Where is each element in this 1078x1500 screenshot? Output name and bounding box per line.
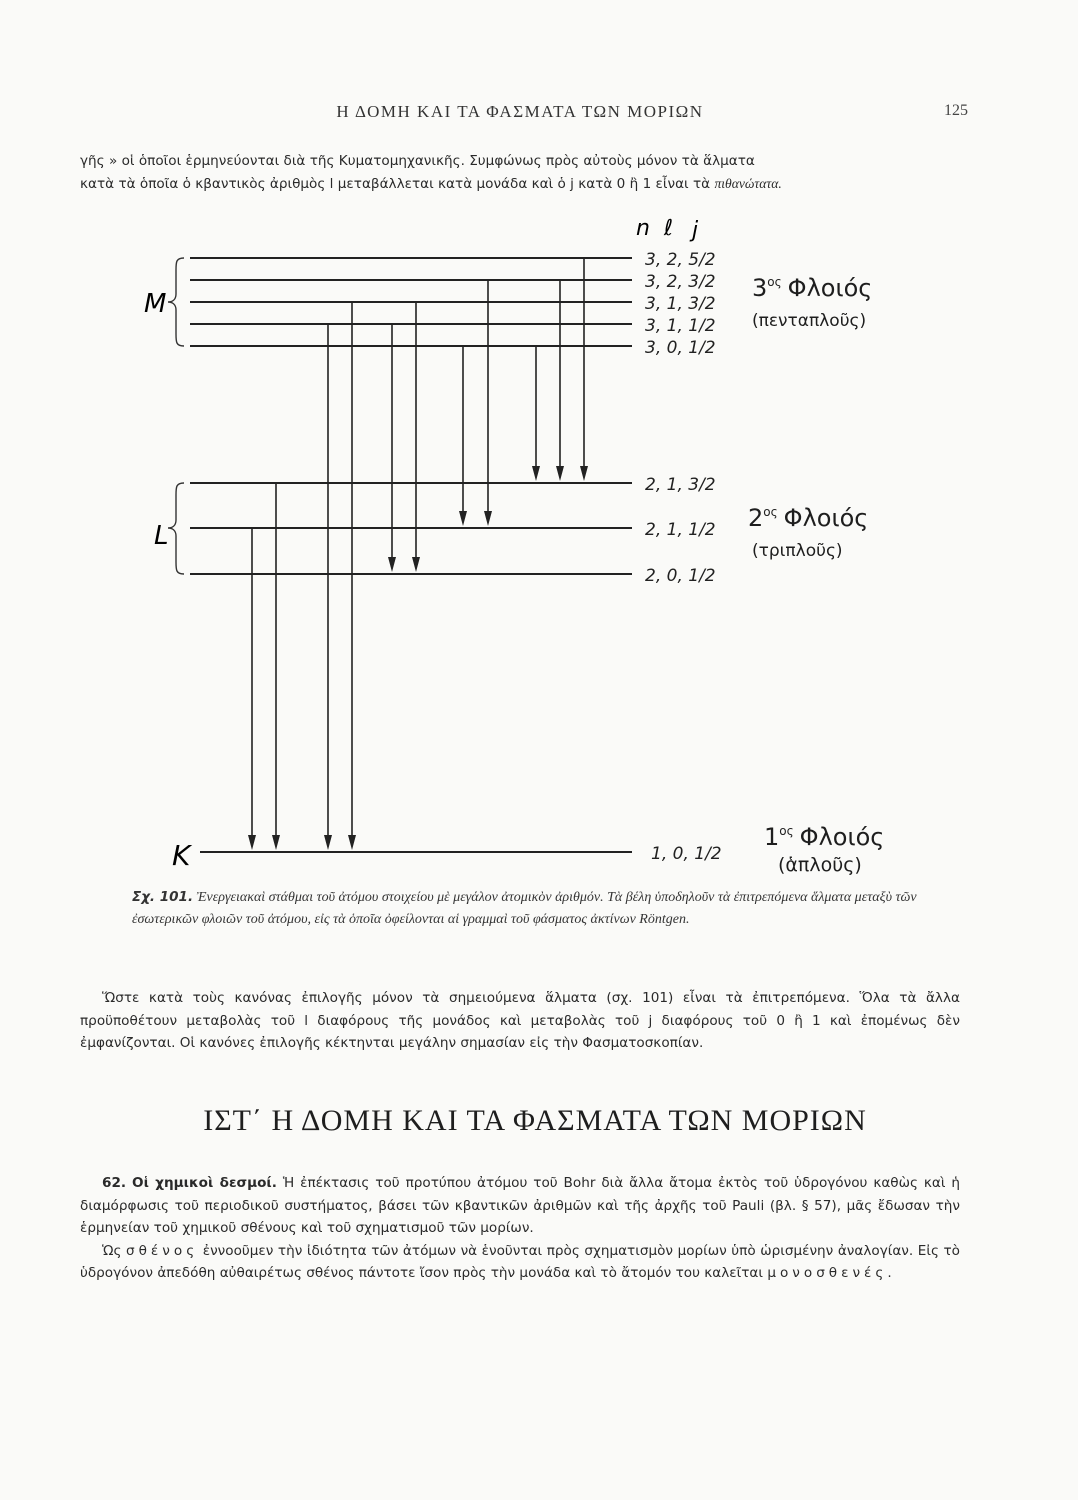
intro-emphasis: πιθανώτατα.: [714, 175, 782, 191]
l-shell-ordinal: $2^{o\varsigma}$ Φλοιός: [748, 504, 869, 532]
level-label: 1, 0, 1/2: [651, 844, 722, 864]
l-shell-desc: (τριπλοῦς): [752, 541, 843, 561]
l-shell-brace: [168, 483, 184, 574]
header-n: n: [636, 216, 650, 241]
intro-line-1: γῆς » οἱ ὁποῖοι ἑρμηνεύονται διὰ τῆς Κυματομηχανικῆς. Συμφώνως πρὸς αὐτοὺς μόνον τὰ ἅλματα: [80, 153, 755, 169]
arrowhead: [580, 466, 588, 481]
arrowhead: [272, 835, 280, 850]
m-shell-desc: (πενταπλοῦς): [752, 311, 867, 331]
m-shell-brace: [168, 258, 184, 346]
header-l: ℓ: [664, 216, 674, 241]
arrowhead: [532, 466, 540, 481]
l-shell-letter: L: [154, 521, 169, 551]
section-body: [80, 1172, 960, 1285]
section-title: Οἱ χημικοὶ δεσμοί.: [132, 1175, 277, 1191]
section-number: 62.: [102, 1175, 127, 1191]
m-shell-letter: M: [144, 289, 167, 319]
level-label: 3, 2, 3/2: [645, 272, 716, 292]
after-figure-paragraph: Ὥστε κατὰ τοὺς κανόνας ἐπιλογῆς μόνον τὰ σημειούμενα ἅλματα (σχ. 101) εἶναι τὰ ἐπιτρεπόμενα. Ὅλα τὰ ἄλλα προϋποθέτουν μεταβολὰς τοῦ l διαφόρους τῆς μονάδος καὶ μεταβολὰς τοῦ j διαφόρους τοῦ 0 ἢ 1 καὶ ἐπομένως δὲν ἐμφανίζονται. Οἱ κανόνες ἐπιλογῆς κέκτηνται μεγάλην σημασίαν εἰς τὴν Φασματοσκοπίαν.: [80, 990, 960, 1051]
caption-text: Ἐνεργειακαὶ στάθμαι τοῦ ἀτόμου στοιχείου μὲ μεγάλον ἀτομικὸν ἀριθμόν. Τὰ βέλη ὑποδηλοῦν τὰ ἐπιτρεπόμενα ἅλματα μεταξὺ τῶν ἐσωτερικῶν φλοιῶν τοῦ ἀτόμου, εἰς τὰ ὁποῖα ὀφείλονται αἱ γραμμαὶ τοῦ φάσματος ἀκτίνων Röntgen.: [132, 890, 917, 927]
arrowhead: [556, 466, 564, 481]
m-shell-levels: [190, 258, 632, 346]
k-shell-desc: (ἁπλοῦς): [778, 854, 862, 876]
figure-caption: [132, 887, 932, 930]
term-monovalent: μονοσθενές.: [767, 1265, 896, 1281]
header-j: j: [692, 218, 699, 243]
intro-line-2-text: κατὰ τὰ ὁποῖα ὁ κβαντικὸς ἀριθμὸς l μεταβάλλεται κατὰ μονάδα καὶ ὁ j κατὰ 0 ἢ 1 εἶναι τὰ: [80, 175, 715, 192]
level-label: 3, 0, 1/2: [645, 338, 716, 358]
level-label: 3, 1, 3/2: [645, 294, 716, 314]
arrowhead: [324, 835, 332, 850]
section-para-1-text: Ἡ ἐπέκτασις τοῦ προτύπου ἀτόμου τοῦ Bohr διὰ ἄλλα ἄτομα ἐκτὸς τοῦ ὑδρογόνου καθὼς καὶ ἡ διαμόρφωσις τοῦ περιοδικοῦ συστήματος, βάσει τῶν κβαντικῶν ἀριθμῶν καὶ τῆς ἀρχῆς τοῦ Pauli (βλ. § 57), μᾶς ἔδωσαν τὴν ἑρμηνείαν τοῦ χημικοῦ σθένους καὶ τοῦ σχηματισμοῦ τῶν μορίων.: [80, 1175, 961, 1236]
level-label: 3, 2, 5/2: [645, 250, 716, 270]
arrowhead: [248, 835, 256, 850]
para2-lead: Ὡς: [102, 1242, 126, 1259]
arrowhead: [484, 511, 492, 526]
level-label: 3, 1, 1/2: [645, 316, 716, 336]
k-shell-letter: K: [172, 839, 191, 872]
caption-label: Σχ. 101.: [132, 889, 194, 905]
arrowhead: [388, 557, 396, 572]
section-paragraph-1: [80, 1172, 960, 1240]
section-heading: ΙΣΤ΄ Η ΔΟΜΗ ΚΑΙ ΤΑ ΦΑΣΜΑΤΑ ΤΩΝ ΜΟΡΙΩΝ: [203, 1104, 867, 1137]
arrowhead: [459, 511, 467, 526]
level-labels: [645, 250, 722, 864]
arrowhead: [412, 557, 420, 572]
arrowhead: [348, 835, 356, 850]
shell-descriptions: [748, 274, 884, 876]
section-paragraph-2: [80, 1240, 960, 1285]
level-label: 2, 0, 1/2: [645, 566, 716, 586]
level-label: 2, 1, 1/2: [645, 520, 716, 540]
para2-body: ἐννοοῦμεν τὴν ἰδιότητα τῶν ἀτόμων νὰ ἑνοῦνται πρὸς σχηματισμὸν μορίων ὑπὸ ὡρισμένην ἀναλογίαν. Εἰς τὸ ὑδρογόνον ἀπεδόθη αὐθαιρέτως σθένος πάντοτε ἴσον πρὸς τὴν μονάδα καὶ τὸ ἄτομόν του καλεῖται: [80, 1242, 960, 1281]
running-title: Η ΔΟΜΗ ΚΑΙ ΤΑ ΦΑΣΜΑΤΑ ΤΩΝ ΜΟΡΙΩΝ: [336, 102, 704, 121]
k-shell-ordinal: $1^{o\varsigma}$ Φλοιός: [764, 823, 885, 851]
page-number: 125: [944, 102, 968, 119]
l-shell-levels: [190, 483, 632, 574]
term-valence: σθένος: [126, 1242, 199, 1259]
m-shell-ordinal: $3^{o\varsigma}$ Φλοιός: [752, 274, 873, 302]
level-label: 2, 1, 3/2: [645, 475, 716, 495]
